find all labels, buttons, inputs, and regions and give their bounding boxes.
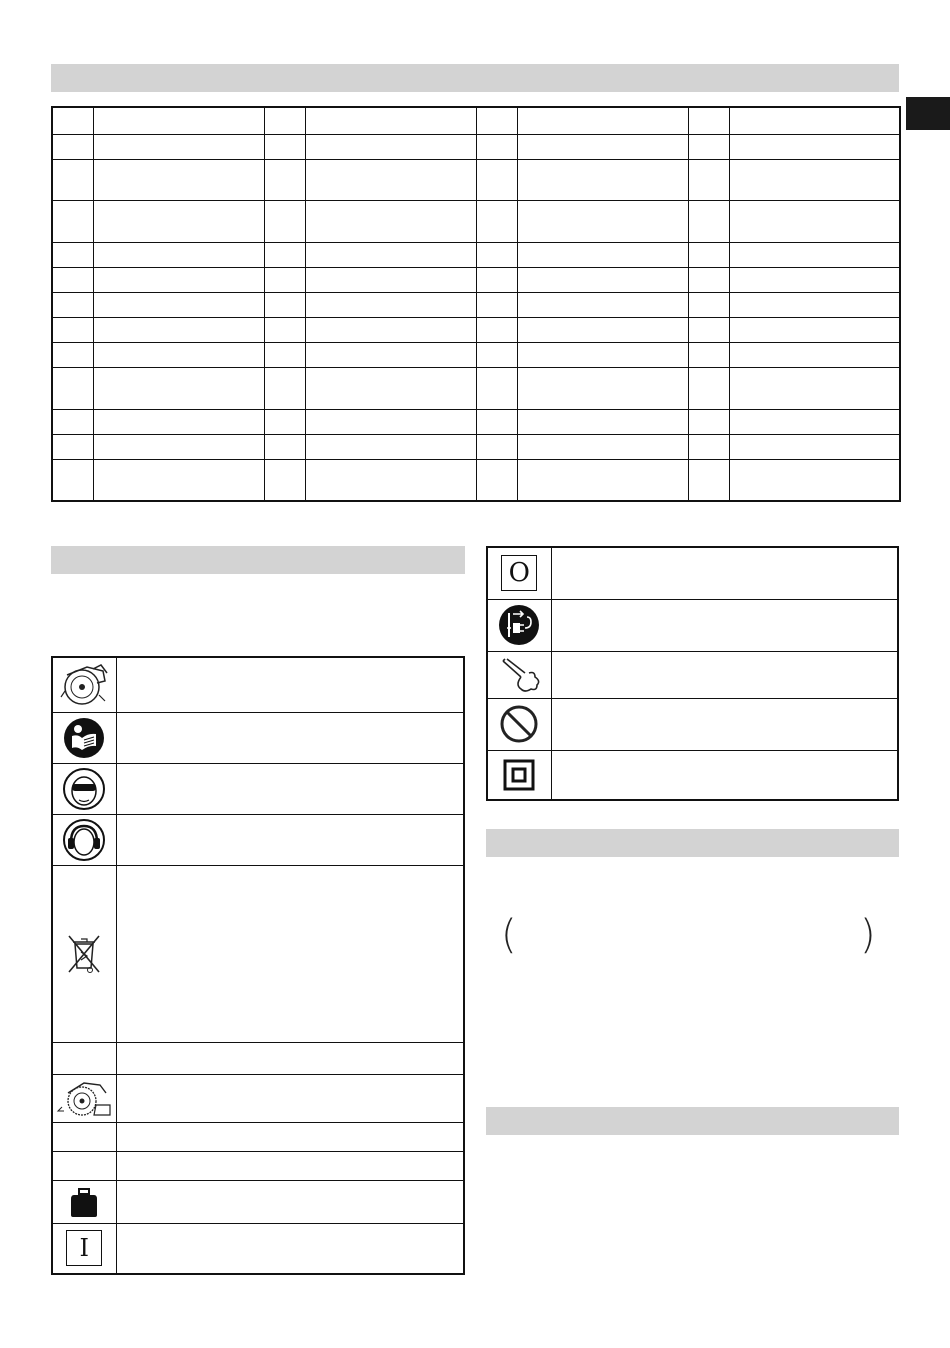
part-name-cell [729, 434, 900, 459]
part-name-cell [517, 134, 688, 159]
table-row [52, 242, 900, 267]
table-row [52, 434, 900, 459]
part-name-cell [305, 460, 476, 501]
symbol-text [551, 547, 898, 599]
part-number-cell [688, 201, 729, 242]
right-section-header-2 [486, 1107, 899, 1135]
table-row [52, 460, 900, 501]
part-number-cell [688, 409, 729, 434]
part-name-cell [517, 292, 688, 317]
part-number-cell [688, 318, 729, 343]
part-name-cell [93, 434, 264, 459]
symbol-text [116, 712, 464, 763]
prohibited-icon [498, 703, 540, 745]
part-name-cell [93, 201, 264, 242]
part-number-cell [52, 460, 93, 501]
dust-icon [497, 655, 541, 695]
symbol-row [52, 657, 464, 712]
symbol-row [487, 698, 898, 750]
part-number-cell [264, 134, 305, 159]
part-name-cell [305, 409, 476, 434]
language-tab [906, 97, 950, 130]
part-name-cell [517, 159, 688, 200]
switch-off-icon: O [501, 555, 537, 591]
ear-protection-icon [62, 818, 106, 862]
part-name-cell [93, 318, 264, 343]
part-number-cell [52, 292, 93, 317]
symbol-row [52, 1074, 464, 1122]
symbol-row [52, 1180, 464, 1223]
right-section-header-1 [486, 829, 899, 857]
part-name-cell [729, 460, 900, 501]
part-number-cell [264, 409, 305, 434]
part-name-cell [729, 267, 900, 292]
part-number-cell [476, 434, 517, 459]
part-name-cell [517, 201, 688, 242]
part-number-cell [264, 460, 305, 501]
part-name-cell [517, 267, 688, 292]
part-name-cell [729, 368, 900, 409]
table-row [52, 409, 900, 434]
symbol-row [52, 865, 464, 1042]
symbol-text [116, 1151, 464, 1180]
part-number-cell [476, 343, 517, 368]
part-name-cell [729, 343, 900, 368]
part-name-cell [305, 434, 476, 459]
part-number-cell [476, 267, 517, 292]
weight-icon [69, 1185, 99, 1219]
part-name-cell [305, 318, 476, 343]
part-name-cell [93, 368, 264, 409]
symbol-row [52, 1151, 464, 1180]
part-number-cell [264, 368, 305, 409]
part-name-cell [93, 343, 264, 368]
part-number-cell [52, 159, 93, 200]
part-number-cell [264, 292, 305, 317]
part-number-cell [688, 159, 729, 200]
part-name-cell [517, 318, 688, 343]
part-number-cell [688, 242, 729, 267]
table-row [52, 201, 900, 242]
table-row [52, 368, 900, 409]
symbol-text [551, 599, 898, 651]
part-name-cell [93, 460, 264, 501]
part-name-cell [305, 159, 476, 200]
part-name-cell [517, 242, 688, 267]
part-number-cell [476, 318, 517, 343]
part-name-cell [517, 434, 688, 459]
part-number-cell [688, 434, 729, 459]
part-number-cell [52, 368, 93, 409]
table-row [52, 343, 900, 368]
part-name-cell [93, 409, 264, 434]
parts-table [51, 106, 901, 502]
symbol-text [116, 763, 464, 814]
symbol-text [116, 1223, 464, 1274]
part-number-cell [52, 201, 93, 242]
table-row [52, 134, 900, 159]
saw-blade-rotation-icon [56, 1077, 112, 1119]
switch-on-icon: I [66, 1230, 102, 1266]
circular-saw-icon [57, 661, 111, 709]
close-parenthesis: ) [860, 912, 876, 958]
part-name-cell [305, 107, 476, 134]
eye-protection-icon [62, 767, 106, 811]
symbol-row [52, 814, 464, 865]
part-number-cell [688, 343, 729, 368]
part-name-cell [517, 460, 688, 501]
symbol-row [52, 712, 464, 763]
part-number-cell [476, 460, 517, 501]
part-number-cell [476, 159, 517, 200]
part-name-cell [517, 107, 688, 134]
empty-symbol-cell [52, 1151, 116, 1180]
top-section-header [51, 64, 899, 92]
part-number-cell [264, 107, 305, 134]
part-number-cell [476, 368, 517, 409]
symbol-row [52, 1042, 464, 1074]
symbols-table-right [486, 546, 899, 801]
part-number-cell [476, 409, 517, 434]
symbols-section-header [51, 546, 465, 574]
part-name-cell [305, 201, 476, 242]
part-name-cell [93, 292, 264, 317]
unplug-icon [497, 603, 541, 647]
part-number-cell [264, 267, 305, 292]
symbol-text [116, 1074, 464, 1122]
part-name-cell [729, 318, 900, 343]
part-number-cell [52, 267, 93, 292]
part-number-cell [688, 368, 729, 409]
part-number-cell [688, 292, 729, 317]
symbol-text [551, 651, 898, 698]
symbol-text [116, 1042, 464, 1074]
part-name-cell [93, 134, 264, 159]
symbol-text [116, 865, 464, 1042]
part-name-cell [305, 292, 476, 317]
part-name-cell [517, 343, 688, 368]
part-number-cell [476, 134, 517, 159]
part-number-cell [264, 343, 305, 368]
part-name-cell [517, 409, 688, 434]
part-number-cell [688, 460, 729, 501]
part-number-cell [688, 267, 729, 292]
part-name-cell [729, 134, 900, 159]
part-name-cell [729, 409, 900, 434]
part-name-cell [729, 159, 900, 200]
table-row [52, 267, 900, 292]
open-parenthesis: ( [501, 912, 517, 958]
part-number-cell [52, 318, 93, 343]
symbol-text [116, 814, 464, 865]
part-number-cell [52, 343, 93, 368]
part-number-cell [52, 434, 93, 459]
part-name-cell [93, 107, 264, 134]
table-row [52, 292, 900, 317]
symbol-row [487, 547, 898, 599]
symbol-text [116, 1180, 464, 1223]
part-number-cell [52, 409, 93, 434]
part-name-cell [729, 107, 900, 134]
symbol-text [551, 698, 898, 750]
part-number-cell [688, 134, 729, 159]
symbol-text [551, 750, 898, 800]
symbol-row [487, 599, 898, 651]
part-number-cell [52, 242, 93, 267]
symbol-row [52, 763, 464, 814]
part-name-cell [729, 292, 900, 317]
part-number-cell [52, 134, 93, 159]
part-name-cell [305, 368, 476, 409]
part-name-cell [517, 368, 688, 409]
part-number-cell [264, 201, 305, 242]
part-name-cell [93, 267, 264, 292]
part-number-cell [52, 107, 93, 134]
symbol-row [487, 750, 898, 800]
part-number-cell [476, 292, 517, 317]
symbol-row [487, 651, 898, 698]
symbol-text [116, 657, 464, 712]
part-number-cell [476, 201, 517, 242]
part-name-cell [729, 242, 900, 267]
double-insulation-icon [502, 758, 536, 792]
part-number-cell [476, 242, 517, 267]
table-row [52, 107, 900, 134]
table-row [52, 318, 900, 343]
part-name-cell [305, 343, 476, 368]
crossed-bin-icon [64, 932, 104, 976]
part-number-cell [264, 318, 305, 343]
part-name-cell [305, 242, 476, 267]
part-number-cell [476, 107, 517, 134]
empty-symbol-cell [52, 1042, 116, 1074]
symbol-row [52, 1122, 464, 1151]
part-name-cell [305, 267, 476, 292]
symbols-table-left [51, 656, 465, 1275]
part-name-cell [93, 242, 264, 267]
empty-symbol-cell [52, 1122, 116, 1151]
part-number-cell [688, 107, 729, 134]
part-number-cell [264, 434, 305, 459]
part-name-cell [729, 201, 900, 242]
part-number-cell [264, 242, 305, 267]
table-row [52, 159, 900, 200]
symbol-row [52, 1223, 464, 1274]
part-number-cell [264, 159, 305, 200]
part-name-cell [93, 159, 264, 200]
part-name-cell [305, 134, 476, 159]
read-manual-icon [62, 716, 106, 760]
symbol-text [116, 1122, 464, 1151]
